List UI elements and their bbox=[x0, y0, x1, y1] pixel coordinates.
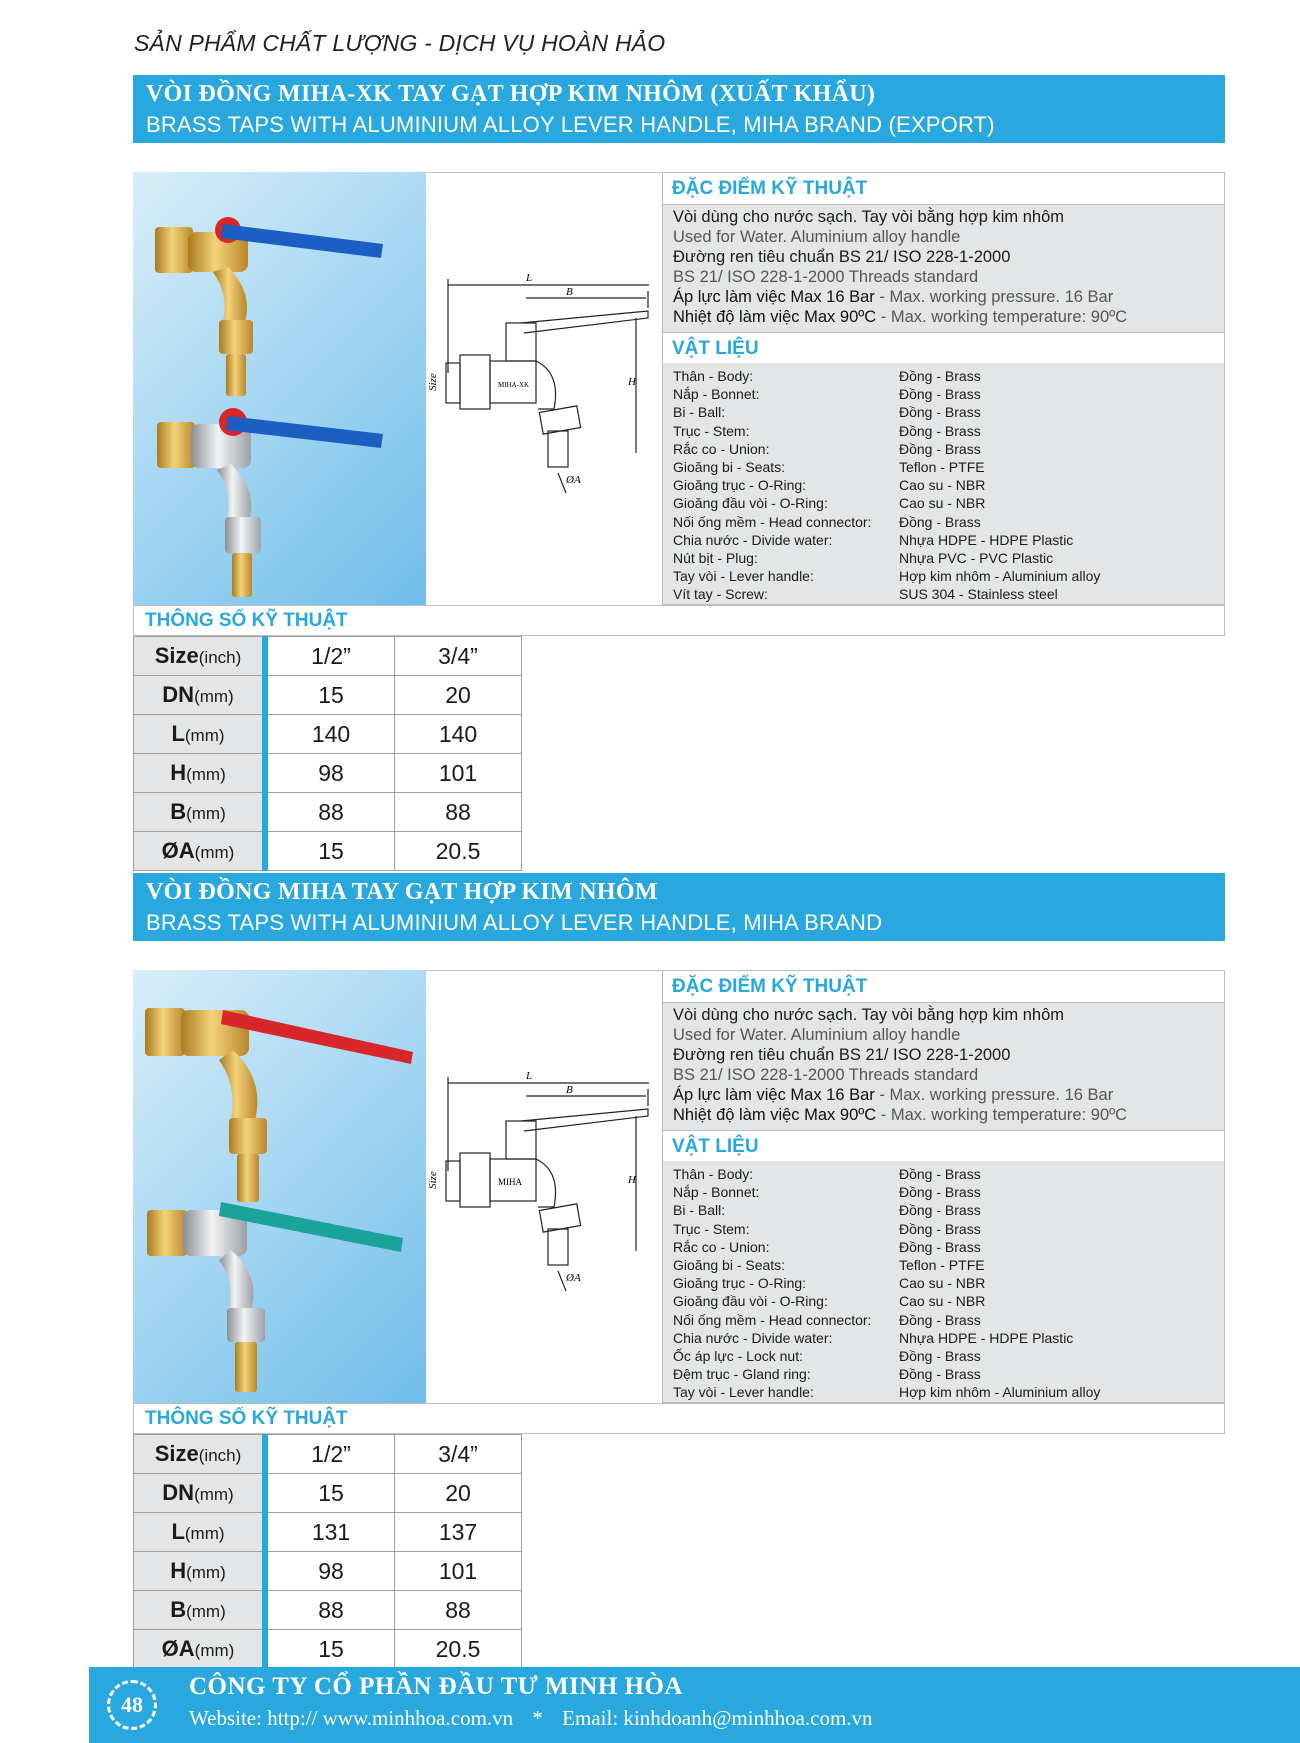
material-row bbox=[673, 422, 1214, 440]
feature-temperature-en: - Max. working temperature: 90ºC bbox=[876, 1106, 1128, 1124]
material-part: Gioăng trục - O-Ring: bbox=[673, 1275, 807, 1292]
feature-line: Đường ren tiêu chuẩn BS 21/ ISO 228-1-2000 bbox=[673, 248, 1011, 266]
feature-line: BS 21/ ISO 228-1-2000 Threads standard bbox=[673, 268, 979, 286]
param-label-cell bbox=[134, 715, 266, 754]
material-part: Trục - Stem: bbox=[673, 422, 750, 439]
material-value: SUS 304 - Stainless steel bbox=[899, 586, 1058, 603]
product-title-en: BRASS TAPS WITH ALUMINIUM ALLOY LEVER HANDLE, MIHA BRAND (EXPORT) bbox=[146, 112, 995, 137]
material-row bbox=[673, 1365, 1214, 1383]
material-row bbox=[673, 385, 1214, 403]
material-value: Đồng - Brass bbox=[899, 422, 981, 439]
material-value: Đồng - Brass bbox=[899, 513, 981, 530]
param-value-half-inch: 88 bbox=[265, 1591, 395, 1630]
drawing-label-a: ØA bbox=[566, 474, 581, 486]
material-row bbox=[673, 513, 1214, 531]
feature-line: BS 21/ ISO 228-1-2000 Threads standard bbox=[673, 1066, 979, 1084]
feature-line: Used for Water. Aluminium alloy handle bbox=[673, 228, 961, 246]
param-value-half-inch: 15 bbox=[265, 1474, 395, 1513]
material-value: Đồng - Brass bbox=[899, 404, 981, 421]
param-value-half-inch: 15 bbox=[265, 832, 395, 871]
param-label: B bbox=[170, 1597, 187, 1622]
material-value: Đồng - Brass bbox=[899, 368, 981, 384]
drawing-label-h: H bbox=[628, 1174, 636, 1186]
material-row bbox=[673, 1311, 1214, 1329]
material-row bbox=[673, 585, 1214, 603]
material-part: Bi - Ball: bbox=[673, 404, 726, 421]
param-value-three-quarter-inch: 3/4” bbox=[395, 637, 522, 676]
page-tagline: SẢN PHẨM CHẤT LƯỢNG - DỊCH VỤ HOÀN HẢO bbox=[134, 30, 666, 56]
param-value-three-quarter-inch: 101 bbox=[395, 1552, 522, 1591]
features-block bbox=[663, 205, 1224, 332]
param-label: DN bbox=[162, 1480, 195, 1505]
material-row bbox=[673, 1347, 1214, 1365]
material-row bbox=[673, 531, 1214, 549]
contact-line bbox=[189, 1706, 887, 1731]
param-label: H bbox=[170, 760, 187, 785]
param-value-half-inch: 88 bbox=[265, 793, 395, 832]
feature-line: Đường ren tiêu chuẩn BS 21/ ISO 228-1-2000 bbox=[673, 1046, 1011, 1064]
material-value: Đồng - Brass bbox=[899, 440, 981, 457]
param-value-three-quarter-inch: 140 bbox=[395, 715, 522, 754]
material-value: Đồng - Brass bbox=[899, 386, 981, 403]
chrome-tap-image bbox=[157, 408, 383, 597]
material-value: Đồng - Brass bbox=[899, 1311, 981, 1328]
product-photo bbox=[133, 970, 426, 1403]
material-part: Gioăng trục - O-Ring: bbox=[673, 477, 807, 494]
param-value-three-quarter-inch: 20 bbox=[395, 676, 522, 715]
material-part: Trục - Stem: bbox=[673, 1220, 750, 1237]
technical-drawing bbox=[426, 970, 662, 1405]
material-part: Chia nước - Divide water: bbox=[673, 1329, 833, 1346]
website-link[interactable]: Website: http:// www.minhhoa.com.vn bbox=[189, 1706, 514, 1730]
material-part: Gioăng bi - Seats: bbox=[673, 459, 786, 476]
page-footer bbox=[89, 1667, 1300, 1743]
spec-panel bbox=[662, 970, 1225, 1403]
drawing-label-size: Size bbox=[427, 1171, 439, 1189]
param-value-half-inch: 131 bbox=[265, 1513, 395, 1552]
param-label-cell bbox=[134, 1552, 266, 1591]
material-part: Nắp - Bonnet: bbox=[673, 386, 760, 403]
param-unit: (mm) bbox=[184, 1524, 225, 1543]
param-value-half-inch: 98 bbox=[265, 1552, 395, 1591]
param-label-cell bbox=[134, 1591, 266, 1630]
params-row bbox=[134, 793, 522, 832]
features-heading: ĐẶC ĐIỂM KỸ THUẬT bbox=[663, 173, 1224, 205]
param-value-half-inch: 98 bbox=[265, 754, 395, 793]
material-row bbox=[673, 1201, 1214, 1219]
drawing-label-b: B bbox=[566, 286, 573, 298]
param-label: DN bbox=[162, 682, 195, 707]
params-row bbox=[134, 1474, 522, 1513]
material-row bbox=[673, 1165, 1214, 1183]
params-row bbox=[134, 715, 522, 754]
product-title-en: BRASS TAPS WITH ALUMINIUM ALLOY LEVER HANDLE, MIHA BRAND bbox=[146, 910, 883, 935]
feature-pressure-vi: Áp lực làm việc Max 16 Bar bbox=[673, 288, 875, 306]
param-label: Size bbox=[154, 643, 199, 668]
param-unit: (mm) bbox=[186, 1563, 226, 1582]
param-unit: (mm) bbox=[194, 1641, 235, 1660]
materials-list bbox=[663, 1161, 1224, 1402]
materials-heading: VẬT LIỆU bbox=[663, 1130, 1224, 1163]
param-label-cell bbox=[134, 1630, 266, 1669]
material-value: Đồng - Brass bbox=[899, 1348, 981, 1365]
material-part: Bi - Ball: bbox=[673, 1202, 726, 1219]
spec-panel bbox=[662, 172, 1225, 605]
param-label-cell bbox=[134, 832, 266, 871]
feature-temperature-vi: Nhiệt độ làm việc Max 90ºC bbox=[673, 308, 877, 326]
material-value: Đồng - Brass bbox=[899, 1184, 981, 1201]
drawing-label-b: B bbox=[566, 1084, 573, 1096]
param-label-cell bbox=[134, 1474, 266, 1513]
drawing-label-h: H bbox=[628, 376, 636, 388]
email-link[interactable]: Email: kinhdoanh@minhhoa.com.vn bbox=[562, 1706, 873, 1730]
material-part: Thân - Body: bbox=[673, 368, 754, 384]
material-row bbox=[673, 1238, 1214, 1256]
param-unit: (inch) bbox=[198, 648, 242, 667]
material-value: Hợp kim nhôm - Aluminium alloy bbox=[899, 568, 1101, 585]
param-unit: (mm) bbox=[186, 765, 226, 784]
params-row bbox=[134, 1513, 522, 1552]
company-name: CÔNG TY CỔ PHẦN ĐẦU TƯ MINH HÒA bbox=[189, 1673, 683, 1700]
param-label-cell bbox=[134, 676, 266, 715]
params-table bbox=[133, 636, 522, 871]
param-value-three-quarter-inch: 20 bbox=[395, 1474, 522, 1513]
brass-tap-image bbox=[145, 1008, 413, 1202]
material-row bbox=[673, 1183, 1214, 1201]
feature-pressure-en: - Max. working pressure. 16 Bar bbox=[874, 1086, 1114, 1104]
material-row bbox=[673, 1329, 1214, 1347]
material-part: Thân - Body: bbox=[673, 1166, 754, 1182]
param-value-three-quarter-inch: 101 bbox=[395, 754, 522, 793]
product-title-banner bbox=[133, 75, 1225, 143]
material-part: Tay vòi - Lever handle: bbox=[673, 1384, 814, 1401]
param-value-three-quarter-inch: 88 bbox=[395, 793, 522, 832]
params-row bbox=[134, 1552, 522, 1591]
param-label: B bbox=[170, 799, 187, 824]
param-label: L bbox=[171, 1519, 185, 1544]
param-value-half-inch: 15 bbox=[265, 676, 395, 715]
material-part: Gioăng đầu vòi - O-Ring: bbox=[673, 495, 828, 512]
material-row bbox=[673, 403, 1214, 421]
feature-line: Used for Water. Aluminium alloy handle bbox=[673, 1026, 961, 1044]
params-row bbox=[134, 1435, 522, 1474]
params-heading: THÔNG SỐ KỸ THUẬT bbox=[133, 1403, 1225, 1434]
feature-pressure-vi: Áp lực làm việc Max 16 Bar bbox=[673, 1086, 875, 1104]
material-row bbox=[673, 1292, 1214, 1310]
feature-line bbox=[673, 1105, 1214, 1125]
param-unit: (mm) bbox=[186, 1602, 226, 1621]
product-title-vi: VÒI ĐỒNG MIHA-XK TAY GẠT HỢP KIM NHÔM (XUẤT KHẨU) bbox=[146, 81, 876, 107]
param-unit: (mm) bbox=[194, 687, 234, 706]
material-part: Tay vòi - Lever handle: bbox=[673, 568, 814, 585]
material-value: Nhựa PVC - PVC Plastic bbox=[899, 550, 1054, 567]
param-label-cell bbox=[134, 1513, 266, 1552]
material-part: Nối ống mềm - Head connector: bbox=[673, 513, 872, 530]
feature-line bbox=[673, 307, 1214, 327]
feature-line: Vòi dùng cho nước sạch. Tay vòi bằng hợp kim nhôm bbox=[673, 208, 1065, 226]
params-row bbox=[134, 832, 522, 871]
feature-line bbox=[673, 1085, 1214, 1105]
material-row bbox=[673, 494, 1214, 512]
materials-heading: VẬT LIỆU bbox=[663, 332, 1224, 365]
params-row bbox=[134, 676, 522, 715]
param-value-three-quarter-inch: 88 bbox=[395, 1591, 522, 1630]
material-value: Đồng - Brass bbox=[899, 1220, 981, 1237]
param-label: L bbox=[171, 721, 185, 746]
technical-drawing bbox=[426, 172, 662, 607]
param-label: H bbox=[170, 1558, 187, 1583]
param-label-cell bbox=[134, 793, 266, 832]
material-row bbox=[673, 367, 1214, 385]
material-row bbox=[673, 549, 1214, 567]
features-heading: ĐẶC ĐIỂM KỸ THUẬT bbox=[663, 971, 1224, 1003]
material-part: Đệm trục - Gland ring: bbox=[673, 1366, 811, 1383]
param-unit: (inch) bbox=[198, 1446, 242, 1465]
feature-temperature-en: - Max. working temperature: 90ºC bbox=[876, 308, 1128, 326]
material-row bbox=[673, 440, 1214, 458]
param-value-half-inch: 1/2” bbox=[265, 1435, 395, 1474]
material-row bbox=[673, 458, 1214, 476]
material-part: Ốc áp lực - Lock nut: bbox=[673, 1348, 803, 1365]
material-part: Rắc co - Union: bbox=[673, 1238, 770, 1255]
material-value: Cao su - NBR bbox=[899, 477, 986, 494]
drawing-body-mark: MIHA bbox=[498, 1177, 522, 1187]
features-block bbox=[663, 1003, 1224, 1130]
material-row bbox=[673, 567, 1214, 585]
material-value: Đồng - Brass bbox=[899, 1366, 981, 1383]
material-value: Nhựa HDPE - HDPE Plastic bbox=[899, 1329, 1074, 1346]
chrome-tap-image bbox=[147, 1202, 403, 1392]
material-value: Hợp kim nhôm - Aluminium alloy bbox=[899, 1384, 1101, 1401]
param-value-half-inch: 1/2” bbox=[265, 637, 395, 676]
brass-tap-image bbox=[155, 217, 383, 396]
materials-list bbox=[663, 363, 1224, 604]
params-row bbox=[134, 754, 522, 793]
material-part: Nối ống mềm - Head connector: bbox=[673, 1311, 872, 1328]
material-row bbox=[673, 1274, 1214, 1292]
drawing-label-a: ØA bbox=[566, 1272, 581, 1284]
drawing-label-l: L bbox=[526, 1070, 533, 1082]
param-unit: (mm) bbox=[184, 726, 225, 745]
material-row bbox=[673, 1383, 1214, 1401]
param-label: ØA bbox=[161, 1636, 195, 1661]
feature-pressure-en: - Max. working pressure. 16 Bar bbox=[874, 288, 1114, 306]
param-label-cell bbox=[134, 1435, 266, 1474]
product-photo bbox=[133, 172, 426, 605]
params-row bbox=[134, 637, 522, 676]
params-heading: THÔNG SỐ KỸ THUẬT bbox=[133, 605, 1225, 636]
page-number-badge: 48 bbox=[107, 1680, 157, 1730]
material-value: Cao su - NBR bbox=[899, 1293, 986, 1310]
param-label-cell bbox=[134, 637, 266, 676]
material-value: Đồng - Brass bbox=[899, 1202, 981, 1219]
material-part: Nắp - Bonnet: bbox=[673, 1184, 760, 1201]
params-row bbox=[134, 1630, 522, 1669]
feature-line: Vòi dùng cho nước sạch. Tay vòi bằng hợp kim nhôm bbox=[673, 1006, 1065, 1024]
param-value-three-quarter-inch: 20.5 bbox=[395, 832, 522, 871]
drawing-label-l: L bbox=[526, 272, 533, 284]
param-unit: (mm) bbox=[186, 804, 226, 823]
material-part: Gioăng bi - Seats: bbox=[673, 1257, 786, 1274]
material-part: Gioăng đầu vòi - O-Ring: bbox=[673, 1293, 828, 1310]
material-value: Nhựa HDPE - HDPE Plastic bbox=[899, 531, 1074, 548]
material-value: Đồng - Brass bbox=[899, 1238, 981, 1255]
param-value-half-inch: 15 bbox=[265, 1630, 395, 1669]
param-value-three-quarter-inch: 20.5 bbox=[395, 1630, 522, 1669]
drawing-label-size: Size bbox=[427, 373, 439, 391]
material-part: Rắc co - Union: bbox=[673, 440, 770, 457]
feature-line bbox=[673, 287, 1214, 307]
product-title-vi: VÒI ĐỒNG MIHA TAY GẠT HỢP KIM NHÔM bbox=[146, 879, 658, 905]
material-value: Teflon - PTFE bbox=[899, 1257, 985, 1274]
param-unit: (mm) bbox=[194, 843, 235, 862]
drawing-body-mark: MIHA-XK bbox=[498, 381, 530, 389]
param-value-three-quarter-inch: 3/4” bbox=[395, 1435, 522, 1474]
param-label: Size bbox=[154, 1441, 199, 1466]
params-row bbox=[134, 1591, 522, 1630]
param-label-cell bbox=[134, 754, 266, 793]
material-part: Vít tay - Screw: bbox=[673, 586, 768, 603]
material-value: Cao su - NBR bbox=[899, 1275, 986, 1292]
param-value-three-quarter-inch: 137 bbox=[395, 1513, 522, 1552]
contact-separator: * bbox=[532, 1706, 543, 1730]
material-row bbox=[673, 476, 1214, 494]
material-part: Nút bịt - Plug: bbox=[673, 550, 758, 567]
material-row bbox=[673, 1256, 1214, 1274]
material-part: Chia nước - Divide water: bbox=[673, 531, 833, 548]
material-row bbox=[673, 1220, 1214, 1238]
material-value: Cao su - NBR bbox=[899, 495, 986, 512]
param-label: ØA bbox=[161, 838, 195, 863]
material-value: Teflon - PTFE bbox=[899, 459, 985, 476]
feature-temperature-vi: Nhiệt độ làm việc Max 90ºC bbox=[673, 1106, 877, 1124]
params-table bbox=[133, 1434, 522, 1669]
param-unit: (mm) bbox=[194, 1485, 234, 1504]
product-title-banner bbox=[133, 873, 1225, 941]
material-value: Đồng - Brass bbox=[899, 1166, 981, 1182]
param-value-half-inch: 140 bbox=[265, 715, 395, 754]
